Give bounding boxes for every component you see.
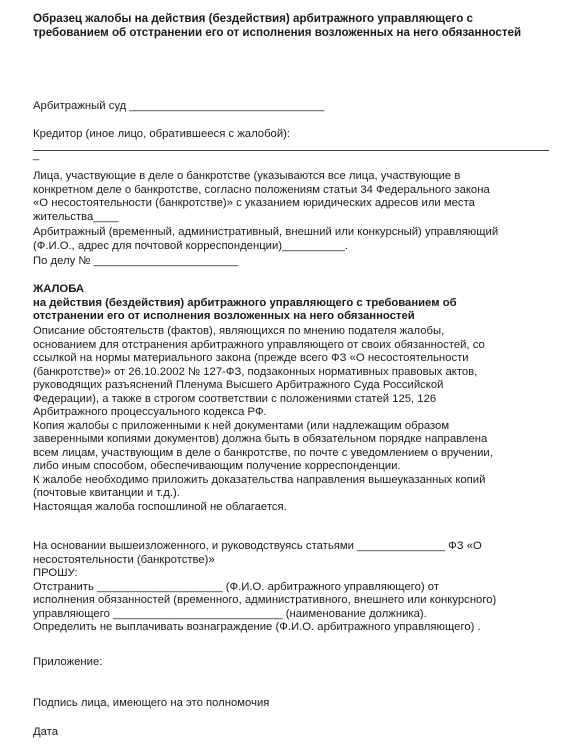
heading-line: на действия (бездействия) арбитражного управляющего с требованием об: [33, 296, 457, 309]
grounds-line: несостоятельности (банкротстве)»: [33, 553, 215, 566]
creditor-line: Кредитор (иное лицо, обратившееся с жалобой):: [33, 128, 291, 140]
body-line: основанием для отстранения арбитражного управляющего от своих обязанностей, со: [33, 338, 485, 351]
heading-word: ЖАЛОБА: [33, 283, 85, 295]
body-line: Настоящая жалоба госпошлиной не облагается.: [33, 500, 287, 513]
request-label: ПРОШУ:: [33, 567, 78, 579]
heading-line: отстранении его от исполнения возложенных на него обязанностей: [33, 310, 415, 322]
body-line: (почтовые квитанции и т.д.).: [33, 487, 180, 499]
court-line: Арбитражный суд _______________________________: [33, 100, 325, 112]
body-line: всем лицам, участвующим в деле о банкротстве, по почте с уведомлением о вручении,: [33, 446, 493, 459]
grounds-line: На основании вышеизложенного, и руководствуясь статьями ______________ ФЗ «О: [33, 540, 482, 552]
grounds-line: Отстранить ____________________ (Ф.И.О. арбитражного управляющего) от: [33, 580, 440, 593]
creditor-dash: _: [33, 149, 40, 161]
grounds-line: исполнения обязанностей (временного, административного, внешнего или конкурсного): [33, 594, 497, 606]
body-line: ссылкой на нормы материального закона (прежде всего ФЗ «О несостоятельности: [33, 352, 469, 364]
body-line: Описание обстоятельств (фактов), являющихся по мнению подателя жалобы,: [33, 325, 445, 337]
attachment-label: Приложение:: [33, 656, 103, 668]
body-line: руководящих разъяснений Пленума Высшего Арбитражного Суда Российской: [33, 379, 444, 391]
date-label: Дата: [33, 726, 59, 738]
participants-block: [33, 170, 551, 224]
manager-line: (Ф.И.О., адрес для почтовой корреспонденции)__________.: [33, 239, 349, 252]
body-line: Копия жалобы с приложенными к ней документами (или надлежащим образом: [33, 419, 450, 432]
grounds-line: Определить не выплачивать вознаграждение (Ф.И.О. арбитражного управляющего) .: [33, 621, 481, 633]
manager-line: Арбитражный (временный, административный, внешний или конкурсный) управляющий: [33, 226, 499, 238]
grounds-block: [33, 540, 551, 635]
case-number-line: По делу № _______________________: [33, 255, 239, 267]
body-line: К жалобе необходимо приложить доказательства направления вышеуказанных копий: [33, 473, 486, 486]
body-line: либо иным способом, обеспечивающим получение корреспонденции.: [33, 460, 401, 472]
participants-line: «О несостоятельности (банкротстве)» с указанием юридических адресов или места: [33, 197, 475, 209]
grounds-line: управляющего ___________________________ (наименование должника).: [33, 607, 427, 620]
manager-block: [33, 226, 551, 253]
signature-line: Подпись лица, имеющего на это полномочия: [33, 697, 270, 709]
participants-line: конкретном деле о банкротстве, согласно положениям статьи 34 Федерального закона: [33, 183, 490, 196]
document-title: Образец жалобы на действия (бездействия) арбитражного управляющего с требованием об отстранении его от исполнения возложенных на него обязанностей: [33, 12, 522, 39]
body-line: заверенными копиями документов) должна быть в обязательном порядке направлена: [33, 433, 488, 445]
body-block: [33, 325, 551, 514]
participants-line: жительства____: [33, 210, 119, 223]
body-line: (банкротстве)» от 26.10.2002 № 127-ФЗ, подзаконных нормативных правовых актов,: [33, 365, 478, 378]
body-line: Арбитражного процессуального кодекса РФ.: [33, 406, 267, 418]
body-line: Федерации), а также в строгом соответствии с положениями статей 125, 126: [33, 392, 437, 405]
participants-line: Лица, участвующие в деле о банкротстве (указываются все лица, участвующие в: [33, 170, 461, 182]
complaint-heading: [33, 283, 551, 324]
